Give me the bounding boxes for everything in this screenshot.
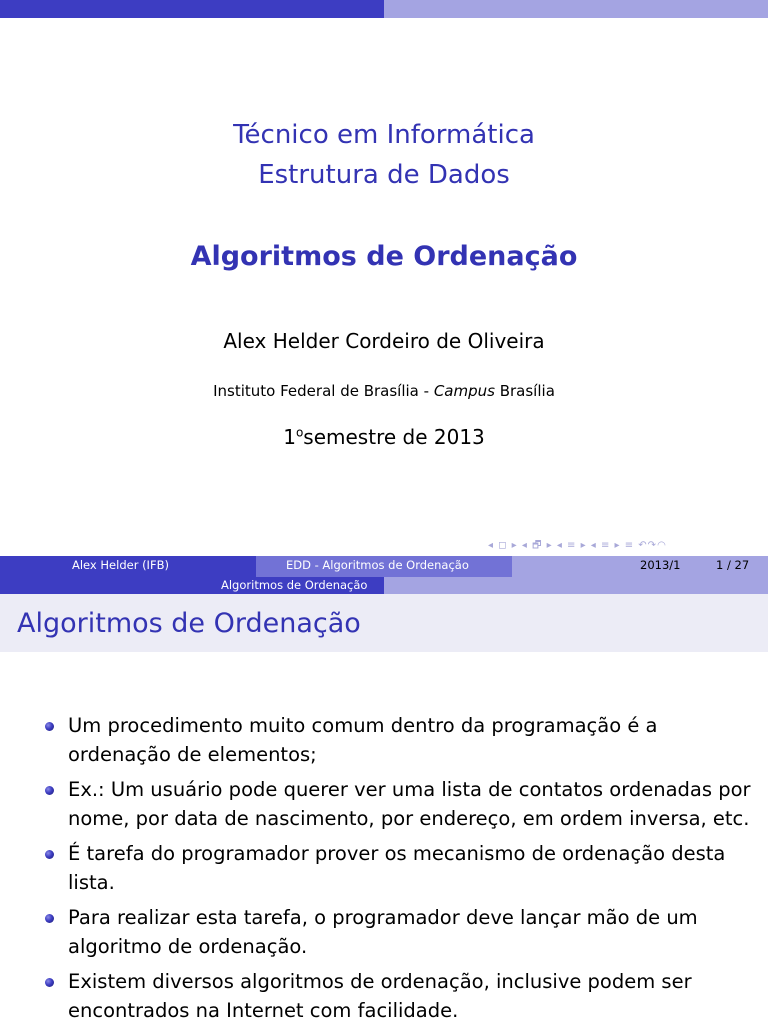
header-bar-light — [384, 0, 768, 18]
presentation-title: Algoritmos de Ordenação — [190, 241, 578, 272]
date-number: 1 — [283, 425, 296, 449]
list-item — [45, 903, 765, 961]
institute-suffix: Brasília — [494, 382, 555, 400]
institute — [0, 382, 768, 400]
slide2-section-bar — [0, 577, 768, 594]
bullet-text: Um procedimento muito comum dentro da programação é a ordenação de elementos; — [68, 714, 658, 766]
date-rest: semestre de 2013 — [303, 425, 485, 449]
section-bar-light — [384, 577, 768, 594]
header-bar-dark — [0, 0, 384, 18]
author-name: Alex Helder Cordeiro de Oliveira — [223, 329, 545, 353]
footer-author: Alex Helder (IFB) — [72, 558, 169, 572]
section-bar-dark — [0, 577, 384, 594]
footer-page-number: 1 / 27 — [716, 558, 750, 572]
footer-left — [0, 556, 256, 577]
bullet-list — [45, 711, 765, 1031]
list-item — [45, 839, 765, 897]
course-subject: Estrutura de Dados — [258, 160, 510, 190]
list-item — [45, 775, 765, 833]
institute-prefix: Instituto Federal de Brasília - — [213, 382, 434, 400]
bullet-text: Para realizar esta tarefa, o programador deve lançar mão de um algoritmo de ordenação. — [68, 906, 698, 958]
presentation-date — [0, 425, 768, 449]
bullet-text: É tarefa do programador prover os mecanismo de ordenação desta lista. — [68, 842, 726, 894]
bullet-text: Ex.: Um usuário pode querer ver uma lista de contatos ordenadas por nome, por data de nascimento, por endereço, em ordem inversa, etc. — [68, 778, 751, 830]
section-label: Algoritmos de Ordenação — [221, 578, 368, 592]
footer-middle — [256, 556, 512, 577]
bullet-text: Existem diversos algoritmos de ordenação, inclusive podem ser encontrados na Internet com facilidade. — [68, 970, 692, 1022]
bullet-icon — [45, 914, 54, 923]
bullet-icon — [45, 722, 54, 731]
footer-date: 2013/1 — [640, 558, 681, 572]
bullet-icon — [45, 978, 54, 987]
institute-campus: Campus — [433, 382, 495, 400]
frame-title: Algoritmos de Ordenação — [17, 608, 361, 639]
frame-title-bar — [0, 594, 768, 652]
date-superscript: o — [295, 425, 304, 440]
slide1-header-bar — [0, 0, 768, 18]
bullet-icon — [45, 850, 54, 859]
footer-title: EDD - Algoritmos de Ordenação — [286, 558, 469, 572]
slide-footer — [0, 556, 768, 577]
list-item — [45, 967, 765, 1025]
footer-right — [512, 556, 768, 577]
list-item — [45, 711, 765, 769]
course-name: Técnico em Informática — [233, 120, 535, 150]
bullet-icon — [45, 786, 54, 795]
beamer-navigation-icons[interactable]: ◂ ◻ ▸ ◂ 🗗 ▸ ◂ ≡ ▸ ◂ ≡ ▸ ≡ ↶↷◠ — [488, 540, 667, 551]
